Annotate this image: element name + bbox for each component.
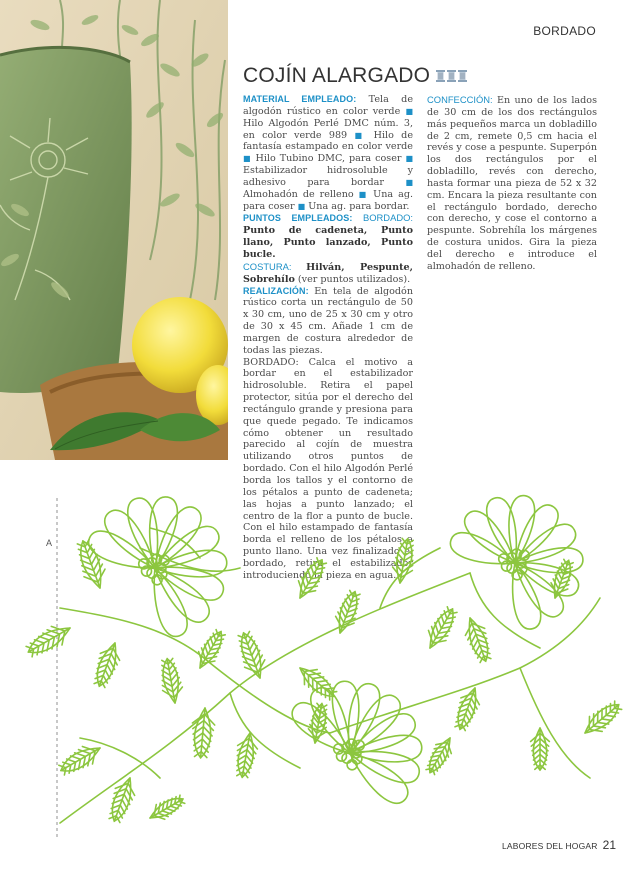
materials-text: Estabilizador hidrosoluble y adhesivo para bordar [243, 165, 413, 188]
assembly-paragraph [427, 94, 597, 273]
stitches-subheading: BORDADO: [352, 212, 413, 224]
stem-line [330, 598, 600, 733]
bullet-square-icon: ■ [358, 189, 369, 199]
magazine-name: LABORES DEL HOGAR [501, 841, 598, 851]
sewing-stitches: Hilván, Pespunte, Sobrehílo [243, 261, 413, 285]
embroidery-pattern [0, 478, 640, 838]
cushion-photo [0, 0, 228, 460]
title-row [243, 64, 467, 88]
bullet-square-icon: ■ [405, 154, 414, 164]
materials-paragraph [243, 94, 413, 212]
bullet-square-icon: ■ [405, 177, 413, 187]
stem-line [230, 693, 300, 768]
sewing-paragraph [243, 261, 413, 286]
materials-text: Una ag. para bordar. [305, 200, 410, 212]
materials-heading: MATERIAL EMPLEADO: [243, 94, 357, 104]
page-number: 21 [602, 838, 616, 852]
fold-marker-label: A [46, 538, 53, 548]
instructions-heading: REALIZACIÓN: [243, 285, 309, 296]
bullet-square-icon: ■ [405, 106, 413, 116]
materials-text: Hilo Algodón Perlé DMC núm. 3, en color verde 989 [243, 117, 413, 141]
stem-line [520, 668, 590, 778]
sewing-subheading: COSTURA: [243, 260, 307, 272]
materials-text: Hilo de fantasía estampado en color verde [243, 129, 414, 153]
bullet-square-icon: ■ [354, 130, 367, 140]
materials-text: Una ag. para coser [243, 188, 414, 212]
page-footer [502, 838, 616, 852]
materials-text: Almohadón de relleno [243, 188, 359, 200]
assembly-text: En uno de los lados de 30 cm de los dos rectángulos más pequeños marca un dobladillo de 2 cm, remete 0,5 cm hacia el revés y cose a pespunte. Superpón los dos rectángulos por el dobladillo, revés con derecho, hasta formar una pieza de 52 x 32 cm. Encara la pieza resultante con el rectángulo bordado, derecho con derecho, y cose el contorno a pespunte. Sobrehíla los márgenes de costura unidos. Gira la pieza del derecho e introduce el almohadón de relleno. [427, 95, 597, 272]
sewing-note: (ver puntos utilizados). [294, 273, 411, 285]
stitches-list: Punto de cadeneta, Punto llano, Punto lanzado, Punto bucle. [243, 225, 413, 260]
instructions-text: En tela de algodón rústico corta un rectángulo de 50 x 30 cm, uno de 25 x 30 cm y otro de 30 x 45 cm. Añade 1 cm de margen de costura alrededor de todas las piezas. [243, 285, 413, 356]
thread-reel-icon [447, 70, 456, 82]
embroidery-paragraph: BORDADO: Calca el motivo a bordar en el estabilizador hidrosoluble. Retira el papel protector, sitúa por el derecho del rectángulo grande y presiona para que quede pegado. Te indicamos cómo obtener un resultado parecido al cojín de muestra utilizando otros puntos de bordado. Con el hilo Algodón Perlé borda los tallos y el contorno de los pétalos a punto de cadeneta; las hojas a punto lanzado; el centro de la flor a punto de bucle. Con el hilo estampado de fantasía borda el relleno de los pétalos a punto llano. Una vez finalizado el bordado, retira el estabilizador introduciendo la pieza en agua. [243, 356, 413, 581]
section-label: BORDADO [533, 24, 596, 38]
thread-reel-icon [458, 70, 467, 82]
page-title: COJÍN ALARGADO [243, 64, 431, 87]
stitches-paragraph [243, 212, 413, 260]
bullet-square-icon: ■ [297, 201, 306, 211]
embroidery-motif [26, 496, 622, 823]
difficulty-rating [436, 70, 467, 82]
materials-text: Hilo Tubino DMC, para coser [251, 153, 406, 165]
bullet-square-icon: ■ [243, 154, 252, 164]
flower-petal [513, 563, 541, 629]
stem-line [60, 608, 330, 733]
text-column-2 [427, 94, 597, 273]
assembly-heading: CONFECCIÓN: [427, 94, 493, 105]
materials-text: Tela de algodón rústico en color verde [243, 94, 413, 117]
thread-reel-icon [436, 70, 445, 82]
stitches-heading: PUNTOS EMPLEADOS: [243, 213, 353, 224]
instructions-paragraph [243, 286, 413, 357]
